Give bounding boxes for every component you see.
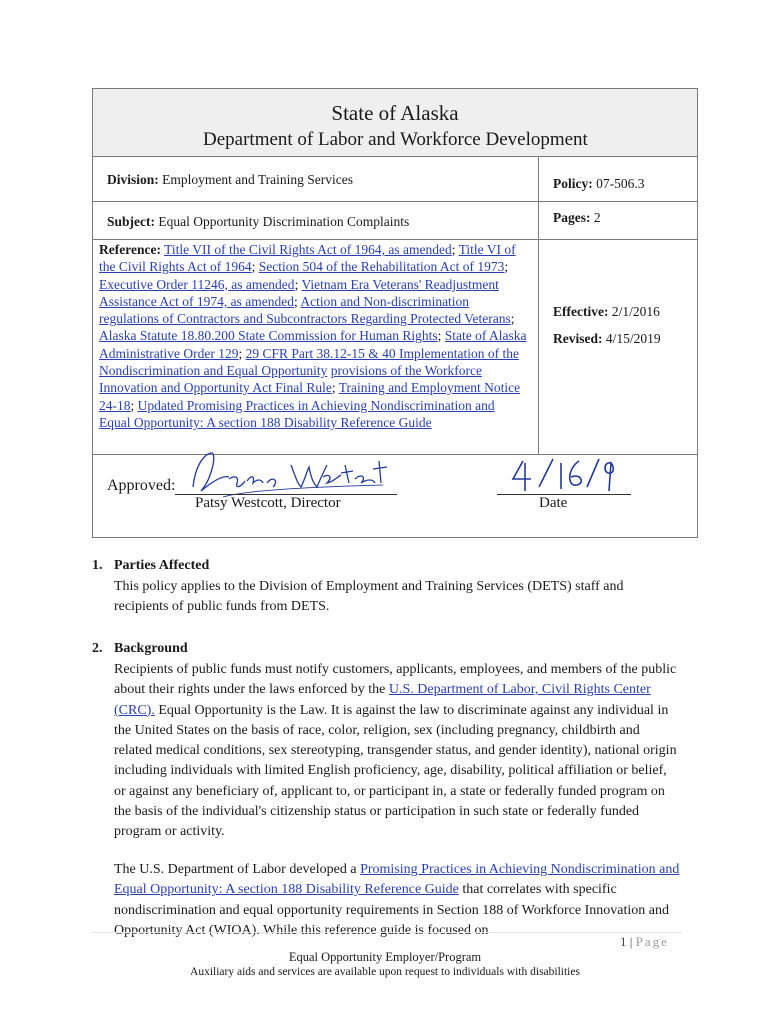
p2-text-start: The U.S. Department of Labor developed a — [114, 862, 361, 877]
footer-eoe: Equal Opportunity Employer/Program — [288, 950, 482, 964]
page-number: 1 — [620, 934, 627, 949]
p1-text-start: Recipients of public funds must notify customers, applicants, employees, and members of the public about their rights under the laws enforced by the — [114, 662, 677, 698]
revised-label: Revised: — [553, 331, 603, 346]
revised-field — [553, 331, 661, 347]
section-number: 1. — [92, 558, 103, 573]
ref-link-eo-11246[interactable]: Executive Order 11246, as amended — [99, 276, 295, 292]
ref-link-contractors[interactable]: Action and Non-discrimination regulations of Contractors and Subcontractors Regarding Protected Veterans — [99, 293, 511, 327]
department-title: Department of Labor and Workforce Development — [203, 129, 588, 150]
policy-label: Policy: — [553, 176, 593, 191]
ref-link-title-vi[interactable]: Title VI of the Civil Rights Act of 1964 — [99, 242, 516, 275]
page-word: Page — [635, 934, 669, 949]
effective-label: Effective: — [553, 304, 609, 319]
policy-field — [553, 176, 645, 192]
pages-value: 2 — [593, 210, 601, 225]
handwritten-date — [509, 455, 621, 495]
pages-field — [553, 210, 601, 226]
effective-value: 2/1/2016 — [611, 304, 660, 319]
p2-text-end: that correlates with specific nondiscrimination and equal opportunity requirements in Section 188 of Workforce Innovation and Opportunity Act (WIOA). While this reference guide is focused on — [114, 882, 669, 938]
ref-link-section-504[interactable]: Section 504 of the Rehabilitation Act of 1973 — [258, 259, 505, 275]
revised-value: 4/15/2019 — [605, 331, 661, 346]
approval-block — [93, 455, 697, 539]
ref-link-alaska-statute[interactable]: Alaska Statute 18.80.200 State Commission for Human Rights — [99, 328, 438, 344]
subject-value: Equal Opportunity Discrimination Complaints — [158, 214, 410, 229]
subject-field — [107, 214, 409, 230]
division-label: Division: — [107, 172, 159, 187]
background-paragraph-2 — [114, 860, 680, 941]
p1-text-end: Equal Opportunity is the Law. It is against the law to discriminate against any individual in the United States on the basis of race, color, religion, sex (including pregnancy, childbirth and related medical conditions, sex stereotyping, transgender status, and gender identity), national origin including individuals with limited English proficiency, age, disability, political affiliation or belief, or against any beneficiary of, applicant to, or participant in, a state or federally funded program on the basis of the individual's citizenship status or participation in such state or federally funded program or activity. — [114, 702, 677, 840]
date-label: Date — [539, 495, 568, 511]
ref-link-wioa-rule[interactable]: provisions of the Workforce Innovation and Opportunity Act Final Rule — [99, 363, 482, 396]
ref-link-title-vii[interactable]: Title VII of the Civil Rights Act of 1964, as amended — [164, 242, 452, 257]
column-divider — [538, 156, 539, 455]
section-text: This policy applies to the Division of Employment and Training Services (DETS) staff and recipients of public funds from DETS. — [114, 579, 624, 615]
crc-link[interactable]: U.S. Department of Labor, Civil Rights Center (CRC). — [114, 682, 651, 718]
section-heading: Background — [114, 641, 188, 656]
policy-value: 07-506.3 — [596, 176, 645, 191]
footer-auxiliary: Auxiliary aids and services are available upon request to individuals with disabilities — [190, 966, 580, 978]
reference-label: Reference: — [99, 242, 161, 257]
ref-link-promising-practices[interactable]: Updated Promising Practices in Achieving Nondiscrimination and Equal Opportunity: A section 188 Disability Reference Guide — [99, 397, 495, 430]
footer-divider — [92, 932, 682, 933]
ref-link-ten-24-18[interactable]: Training and Employment Notice 24-18 — [99, 380, 521, 413]
policy-header-table — [92, 88, 698, 538]
title-banner — [93, 89, 697, 157]
subject-label: Subject: — [107, 214, 155, 229]
division-row — [93, 156, 697, 202]
background-paragraph-1 — [114, 660, 680, 843]
ref-link-29-cfr[interactable]: 29 CFR Part 38.12-15 & 40 Implementation of the Nondiscrimination and Equal Opportunity — [99, 345, 519, 379]
state-title: State of Alaska — [331, 101, 459, 125]
division-value: Employment and Training Services — [162, 172, 353, 187]
section-heading: Parties Affected — [114, 558, 210, 573]
promising-practices-link[interactable]: Promising Practices in Achieving Nondiscrimination and Equal Opportunity: A section 188 Disability Reference Guide — [114, 862, 680, 898]
ref-link-vevraa[interactable]: Vietnam Era Veterans' Readjustment Assistance Act of 1974, as amended — [99, 276, 499, 309]
effective-field — [553, 304, 660, 320]
approved-label: Approved: — [107, 477, 176, 494]
section-number: 2. — [92, 641, 103, 656]
signer-name: Patsy Westcott, Director — [195, 495, 341, 511]
page-number-box: 1 | Page — [620, 934, 669, 949]
subject-row — [93, 201, 697, 240]
reference-block: Reference: Title VII of the Civil Rights Act of 1964, as amended; Title VI of the Civil Rights Act of 1964; Section 504 of the Rehabilitation Act of 1973; Executive Order 11246, as amended; Vietnam Era Veterans' Readjustment Assistance Act of 1974, as amended; Action and Non-discrimination regulations of Contractors and Subcontractors Regarding Protected Veterans; Alaska Statute 18.80.200 State Commission for Human Rights; State of Alaska Administrative Order 129; 29 CFR Part 38.12-15 & 40 Implementation of the Nondiscrimination and Equal Opportunity provisions of the Workforce Innovation and Opportunity Act Final Rule; Training and Employment Notice 24-18; Updated Promising Practices in Achieving Nondiscrimination and Equal Opportunity: A section 188 Disability Reference Guide — [99, 242, 527, 430]
division-field — [107, 172, 353, 188]
pages-label: Pages: — [553, 210, 591, 225]
ref-link-admin-order[interactable]: State of Alaska Administrative Order 129 — [99, 328, 527, 361]
